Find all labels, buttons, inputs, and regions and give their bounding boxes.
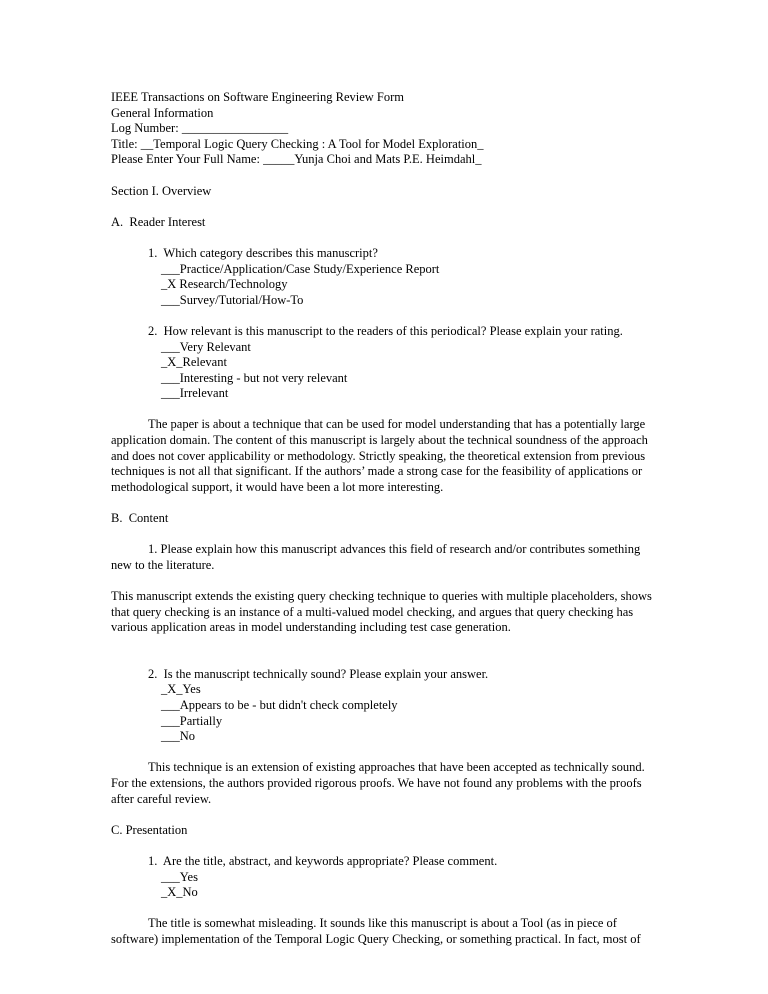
form-title: IEEE Transactions on Software Engineering Review Form [111, 90, 405, 104]
option-a2-4: ___Irrelevant [161, 386, 229, 401]
option-a2-1: ___Very Relevant [161, 339, 251, 354]
option-b2-4: ___No [161, 729, 196, 744]
log-number-field: Log Number: _________________ [111, 121, 289, 136]
comment-b2: This technique is an extension of existing approaches that have been accepted as technically sound. For the extensions, the authors provided rigorous proofs. We have not found any problems with the proofs after careful review. [111, 760, 645, 806]
question-a2: 2. How relevant is this manuscript to the readers of this periodical? Please explain your rating. [148, 323, 623, 338]
full-name-field: Please Enter Your Full Name: _____Yunja Choi and Mats P.E. Heimdahl_ [111, 152, 482, 167]
review-form-page [111, 90, 659, 947]
part-c-heading: C. Presentation [111, 822, 188, 837]
general-info-heading: General Information [111, 105, 214, 120]
question-a1: 1. Which category describes this manuscript? [148, 245, 378, 260]
option-c1-1: ___Yes [161, 869, 198, 884]
option-b2-3: ___Partially [161, 713, 223, 728]
option-c1-2: _X_No [161, 885, 198, 900]
comment-c1: The title is somewhat misleading. It sounds like this manuscript is about a Tool (as in piece of software) implementation of the Temporal Logic Query Checking, or something practical. In fact, most of [111, 916, 641, 946]
option-a2-3: ___Interesting - but not very relevant [161, 370, 348, 385]
option-a2-2: _X_Relevant [161, 355, 227, 370]
section-heading: Section I. Overview [111, 183, 212, 198]
option-a1-1: ___Practice/Application/Case Study/Experience Report [161, 261, 440, 276]
question-c1: 1. Are the title, abstract, and keywords appropriate? Please comment. [148, 853, 498, 868]
part-b-heading: B. Content [111, 511, 169, 526]
answer-b1: This manuscript extends the existing query checking technique to queries with multiple placeholders, shows that query checking is an instance of a multi-valued model checking, and argues that query checking has various application areas in model understanding including test case generation. [111, 589, 652, 635]
option-b2-1: _X_Yes [161, 682, 201, 697]
option-b2-2: ___Appears to be - but didn't check completely [161, 697, 398, 712]
option-a1-2: _X Research/Technology [161, 277, 288, 292]
comment-a2: The paper is about a technique that can be used for model understanding that has a potentially large application domain. The content of this manuscript is largely about the technical soundness of the approach and does not cover applicability or methodology. Strictly speaking, the theoretical extension from previous techniques is not all that significant. If the authors’ made a strong case for the feasibility of applications or methodological support, it would have been a lot more interesting. [111, 417, 648, 494]
question-b2: 2. Is the manuscript technically sound? Please explain your answer. [148, 666, 489, 681]
part-a-heading: A. Reader Interest [111, 214, 206, 229]
option-a1-3: ___Survey/Tutorial/How-To [161, 292, 304, 307]
title-field: Title: __Temporal Logic Query Checking : A Tool for Model Exploration_ [111, 136, 484, 151]
question-b1: 1. Please explain how this manuscript advances this field of research and/or contributes something new to the literature. [111, 542, 641, 572]
